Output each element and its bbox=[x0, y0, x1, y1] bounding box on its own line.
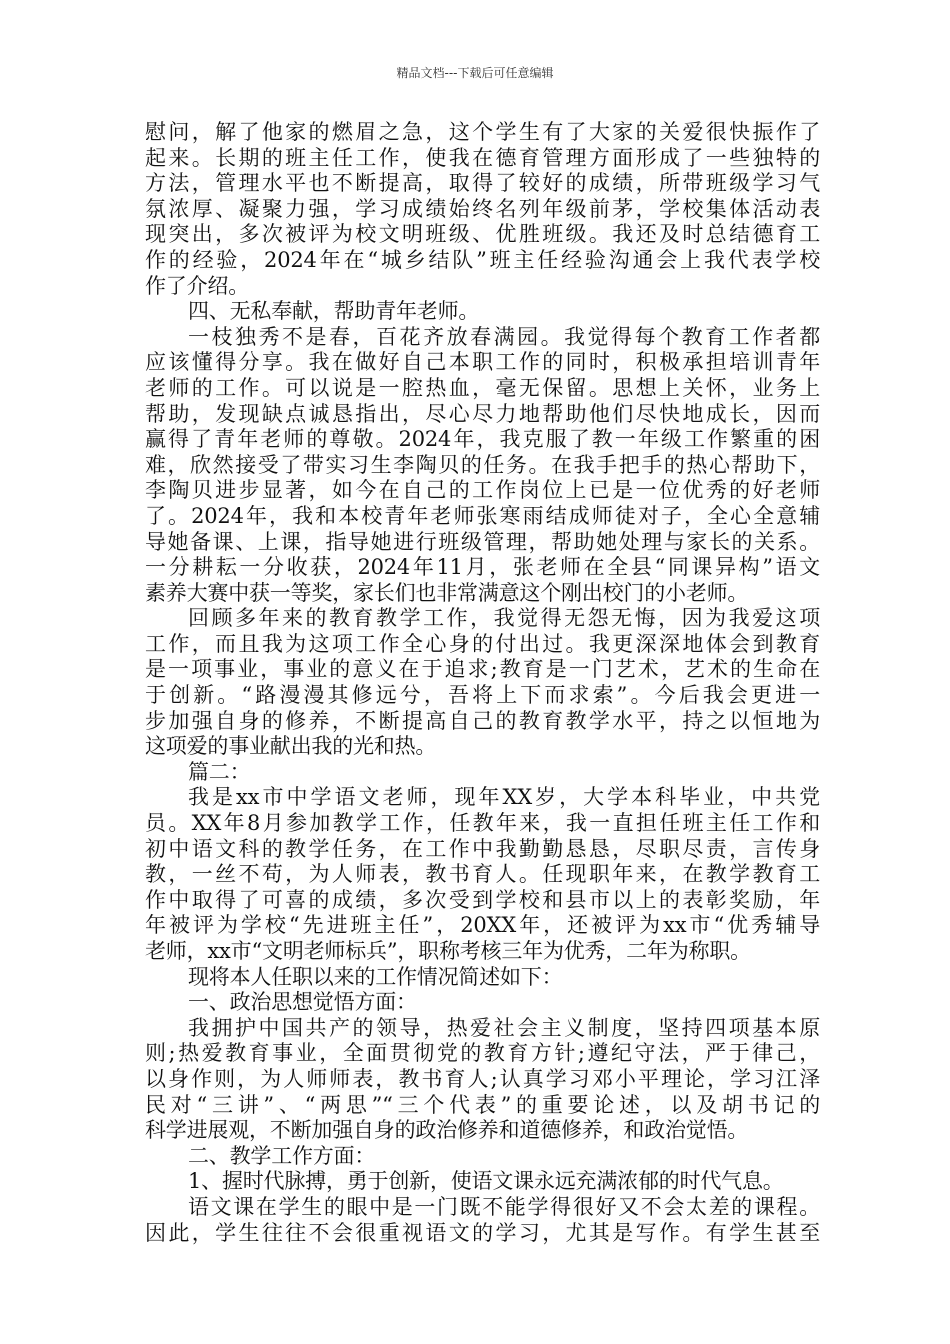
text-line: 则;热爱教育事业，全面贯彻党的教育方针;遵纪守法，严于律己， bbox=[145, 1041, 820, 1066]
text-line: 回顾多年来的教育教学工作，我觉得无怨无悔，因为我爱这项 bbox=[188, 606, 820, 631]
text-line: 员。XX年8月参加教学工作，任教年来，我一直担任班主任工作和 bbox=[145, 811, 820, 836]
text-line: 李陶贝进步显著，如今在自己的工作岗位上已是一位优秀的好老师 bbox=[145, 478, 820, 503]
text-line: 起来。长期的班主任工作，使我在德育管理方面形成了一些独特的 bbox=[145, 145, 820, 170]
text-line: 四、无私奉献，帮助青年老师。 bbox=[188, 299, 480, 324]
text-line: 现突出，多次被评为校文明班级、优胜班级。我还及时总结德育工 bbox=[145, 222, 820, 247]
text-line: 以身作则，为人师师表，教书育人;认真学习邓小平理论，学习江泽 bbox=[145, 1066, 820, 1091]
text-line: 我是xx市中学语文老师，现年XX岁，大学本科毕业，中共党 bbox=[188, 785, 820, 810]
text-line: 方法，管理水平也不断提高，取得了较好的成绩，所带班级学习气 bbox=[145, 171, 820, 196]
text-line: 因此，学生往往不会很重视语文的学习，尤其是写作。有学生甚至 bbox=[145, 1220, 820, 1245]
text-line: 慰问，解了他家的燃眉之急，这个学生有了大家的关爱很快振作了 bbox=[145, 120, 820, 144]
text-line: 应该懂得分享。我在做好自己本职工作的同时，积极承担培训青年 bbox=[145, 350, 820, 375]
text-line: 民对“三讲”、“两思”“三个代表”的重要论述，以及胡书记的 bbox=[145, 1092, 820, 1117]
text-line: 篇二： bbox=[188, 759, 251, 784]
text-line: 作的经验，2024年在“城乡结队”班主任经验沟通会上我代表学校 bbox=[145, 247, 820, 272]
text-line: 于创新。“路漫漫其修远兮，吾将上下而求索”。今后我会更进一 bbox=[145, 683, 820, 708]
text-line: 科学进展观，不断加强自身的政治修养和道德修养，和政治觉悟。 bbox=[145, 1118, 749, 1143]
text-line: 1、握时代脉搏，勇于创新，使语文课永远充满浓郁的时代气息。 bbox=[188, 1169, 784, 1194]
text-line: 了。2024年，我和本校青年老师张寒雨结成师徒对子，全心全意辅 bbox=[145, 503, 820, 528]
text-line: 氛浓厚、凝聚力强，学习成绩始终名列年级前茅，学校集体活动表 bbox=[145, 196, 820, 221]
text-line: 一、政治思想觉悟方面： bbox=[188, 990, 417, 1015]
text-line: 难，欣然接受了带实习生李陶贝的任务。在我手把手的热心帮助下， bbox=[145, 452, 820, 477]
text-line: 初中语文科的教学任务，在工作中我勤勤恳恳，尽职尽责，言传身 bbox=[145, 836, 820, 861]
text-line: 是一项事业，事业的意义在于追求;教育是一门艺术，艺术的生命在 bbox=[145, 657, 820, 682]
text-line: 老师的工作。可以说是一腔热血，毫无保留。思想上关怀，业务上 bbox=[145, 375, 820, 400]
text-line: 一枝独秀不是春，百花齐放春满园。我觉得每个教育工作者都 bbox=[188, 324, 820, 349]
text-line: 作中取得了可喜的成绩，多次受到学校和县市以上的表彰奖励，年 bbox=[145, 887, 820, 912]
text-line: 我拥护中国共产的领导，热爱社会主义制度，坚持四项基本原 bbox=[188, 1015, 820, 1040]
text-line: 这项爱的事业献出我的光和热。 bbox=[145, 734, 437, 759]
document-body bbox=[145, 120, 820, 1246]
text-line: 导她备课、上课，指导她进行班级管理，帮助她处理与家长的关系。 bbox=[145, 529, 820, 554]
text-line: 现将本人任职以来的工作情况简述如下： bbox=[188, 964, 563, 989]
page-header: 精品文档---下载后可任意编辑 bbox=[396, 66, 554, 80]
text-line: 工作，而且我为这项工作全心身的付出过。我更深深地体会到教育 bbox=[145, 631, 820, 656]
text-line: 二、教学工作方面： bbox=[188, 1143, 376, 1168]
text-line: 赢得了青年老师的尊敬。2024年，我克服了教一年级工作繁重的困 bbox=[145, 427, 820, 452]
text-line: 帮助，发现缺点诚恳指出，尽心尽力地帮助他们尽快地成长，因而 bbox=[145, 401, 820, 426]
text-line: 一分耕耘一分收获，2024年11月，张老师在全县“同课异构”语文 bbox=[145, 555, 820, 580]
text-line: 步加强自身的修养，不断提高自己的教育教学水平，持之以恒地为 bbox=[145, 708, 820, 733]
text-line: 年被评为学校“先进班主任”，20XX年，还被评为xx市“优秀辅导 bbox=[145, 913, 820, 938]
text-line: 语文课在学生的眼中是一门既不能学得很好又不会太差的课程。 bbox=[188, 1194, 820, 1219]
text-line: 教，一丝不苟，为人师表，教书育人。任现职年来，在教学教育工 bbox=[145, 862, 820, 887]
text-line: 老师，xx市“文明老师标兵”，职称考核三年为优秀，二年为称职。 bbox=[145, 939, 751, 963]
text-line: 素养大赛中获一等奖，家长们也非常满意这个刚出校门的小老师。 bbox=[145, 580, 749, 605]
text-line: 作了介绍。 bbox=[145, 273, 249, 298]
